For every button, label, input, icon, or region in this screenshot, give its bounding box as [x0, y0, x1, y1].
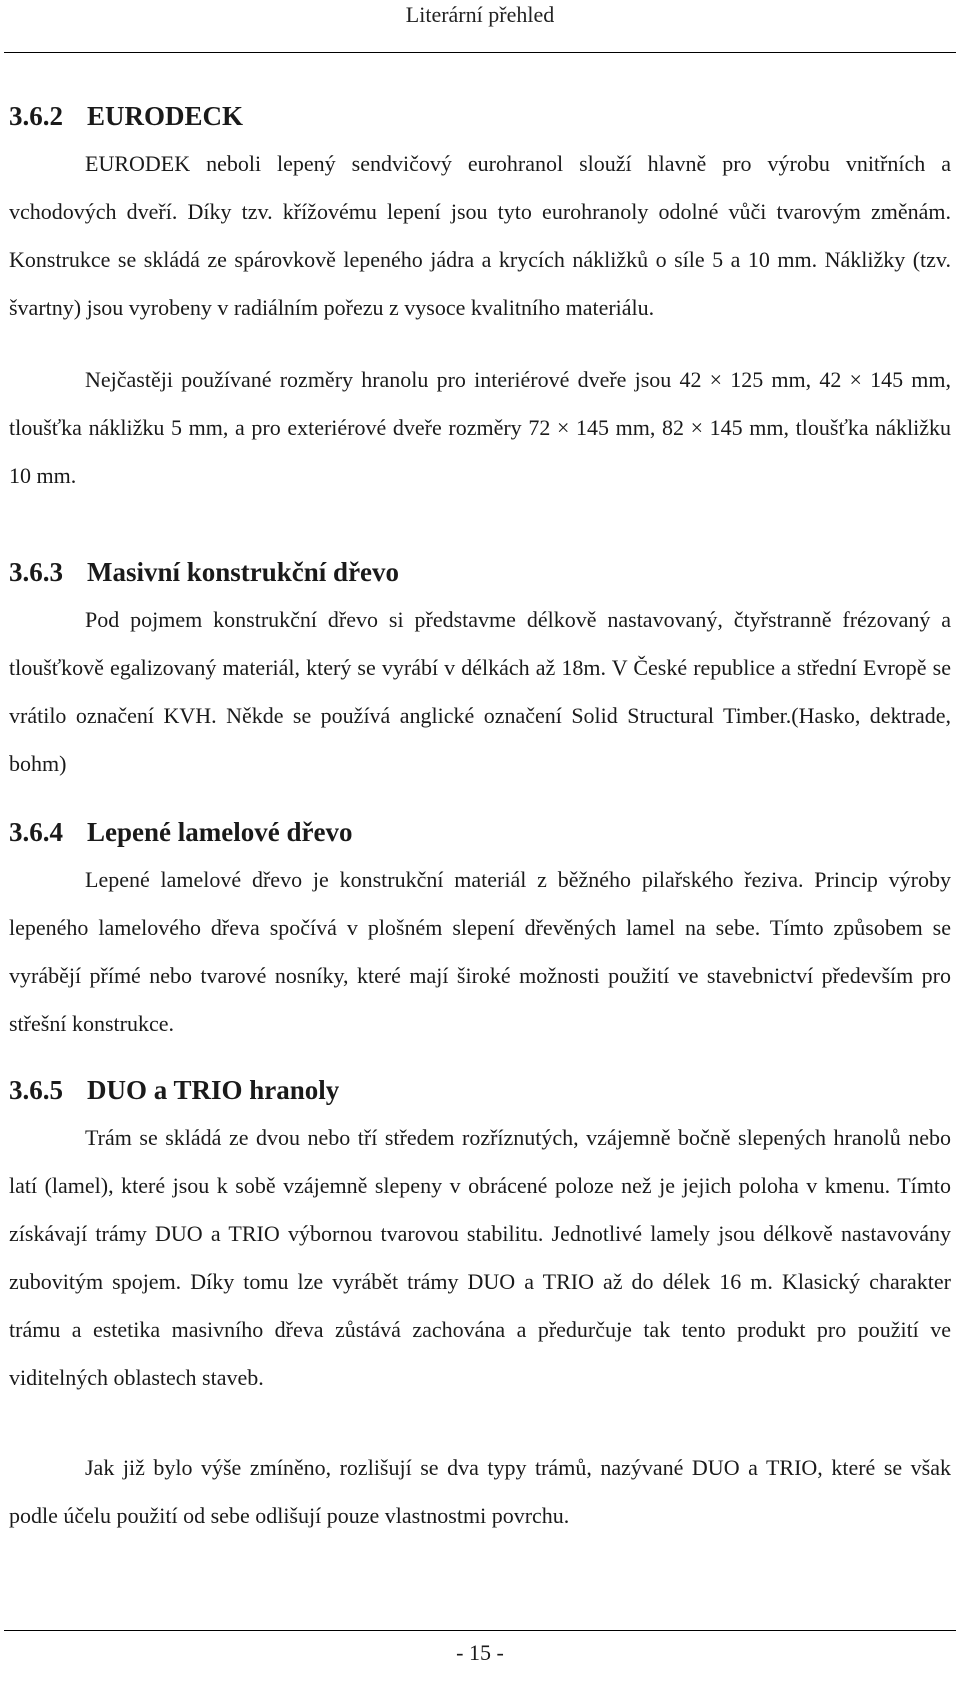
section-heading-lepene-drevo — [9, 816, 352, 848]
section-title: EURODECK — [87, 101, 244, 131]
section-heading-eurodeck — [9, 100, 243, 132]
paragraph: Jak již bylo výše zmíněno, rozlišují se dva typy trámů, nazývané DUO a TRIO, které se však podle účelu použití od sebe odlišují pouze vlastnostmi povrchu. — [9, 1455, 951, 1528]
header-rule — [4, 52, 956, 53]
running-header: Literární přehled — [405, 2, 555, 27]
section-title: DUO a TRIO hranoly — [87, 1075, 340, 1105]
paragraph: Lepené lamelové dřevo je konstrukční materiál z běžného pilařského řeziva. Princip výroby lepeného lamelového dřeva spočívá v plošném slepení dřevěných lamel na sebe. Tímto způsobem se vyrábějí přímé nebo tvarové nosníky, které mají široké možnosti použití ve stavebnictví především pro střešní konstrukce. — [9, 867, 951, 1036]
section-number: 3.6.4 — [9, 817, 63, 847]
page-number: - 15 - — [456, 1640, 504, 1665]
section-number: 3.6.5 — [9, 1075, 63, 1105]
paragraph: Pod pojmem konstrukční dřevo si představme délkově nastavovaný, čtyřstranně frézovaný a tloušťkově egalizovaný materiál, který se vyrábí v délkách až 18m. V České republice a střední Evropě se vrátilo označení KVH. Někde se používá anglické označení Solid Structural Timber.(Hasko, dektrade, bohm) — [9, 607, 951, 776]
section-heading-masivni-drevo — [9, 556, 399, 588]
section-number: 3.6.2 — [9, 101, 63, 131]
section-heading-duo-trio — [9, 1074, 339, 1106]
section-number: 3.6.3 — [9, 557, 63, 587]
section-title: Masivní konstrukční dřevo — [87, 557, 400, 587]
section-title: Lepené lamelové dřevo — [87, 817, 353, 847]
paragraph: Nejčastěji používané rozměry hranolu pro interiérové dveře jsou 42 × 125 mm, 42 × 145 mm, tloušťka nákližku 5 mm, a pro exteriérové dveře rozměry 72 × 145 mm, 82 × 145 mm, tloušťka nákližku 10 mm. — [9, 367, 951, 488]
paragraph: Trám se skládá ze dvou nebo tří středem rozříznutých, vzájemně bočně slepených hranolů nebo latí (lamel), které jsou k sobě vzájemně slepeny v obrácené poloze než je jejich poloha v kmenu. Tímto získávají trámy DUO a TRIO výbornou tvarovou stabilitu. Jednotlivé lamely jsou délkově nastavovány zubovitým spojem. Díky tomu lze vyrábět trámy DUO a TRIO až do délek 16 m. Klasický charakter trámu a estetika masivního dřeva zůstává zachována a předurčuje tak tento produkt pro použití ve viditelných oblastech staveb. — [9, 1125, 951, 1390]
paragraph: EURODEK neboli lepený sendvičový eurohranol slouží hlavně pro výrobu vnitřních a vchodových dveří. Díky tzv. křížovému lepení jsou tyto eurohranoly odolné vůči tvarovým změnám. Konstrukce se skládá ze spárovkově lepeného jádra a krycích nákližků o síle 5 a 10 mm. Nákližky (tzv. švartny) jsou vyrobeny v radiálním pořezu z vysoce kvalitního materiálu. — [9, 151, 951, 320]
footer-rule — [4, 1630, 956, 1631]
